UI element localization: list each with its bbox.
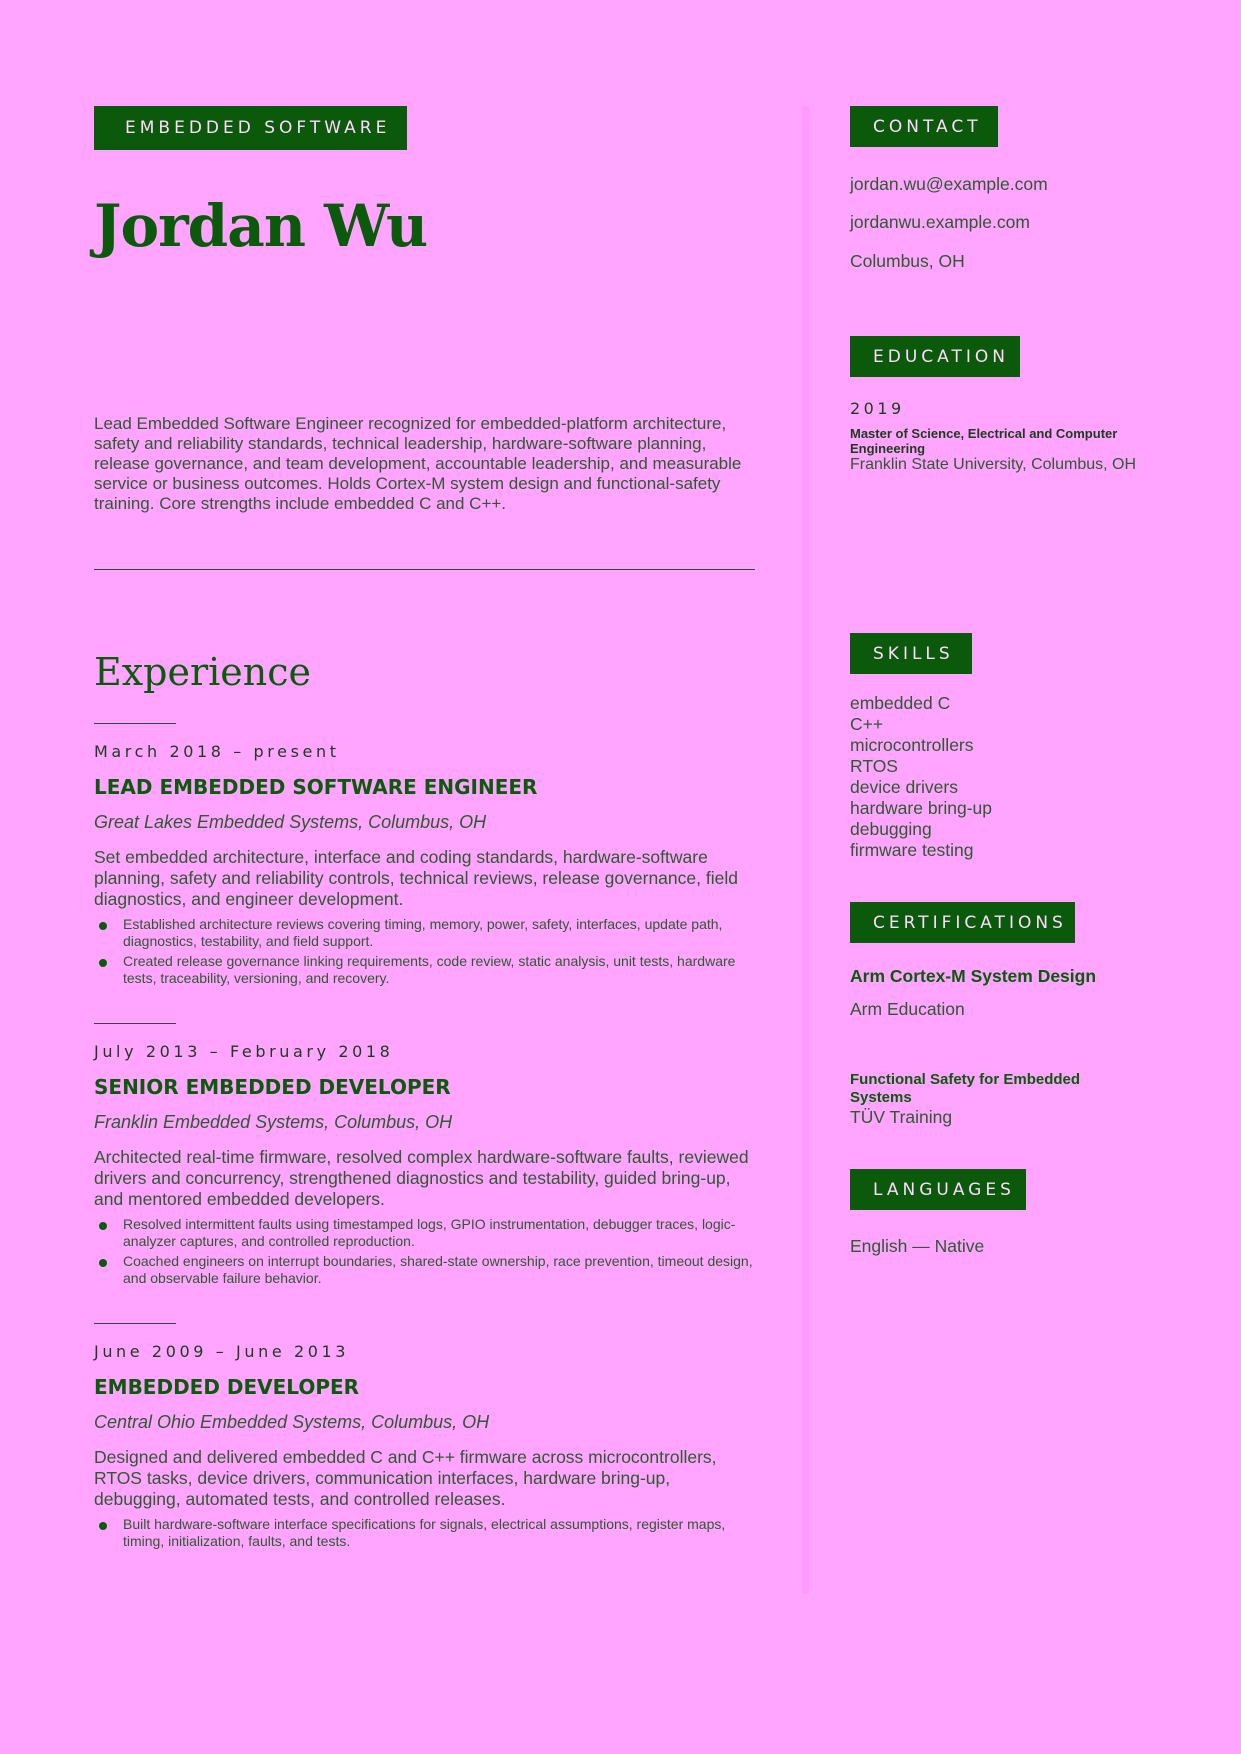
candidate-name: Jordan Wu: [94, 192, 428, 260]
skill-item: RTOS: [850, 756, 898, 776]
skills-list: [850, 693, 992, 861]
column-divider: [802, 106, 809, 1594]
professional-summary: Lead Embedded Software Engineer recognized for embedded-platform architecture, safety and reliability standards, technical leadership, hardware-software planning, release governance, and team development, accountable leadership, and measurable service or business outcomes. Holds Cortex-M system design and functional-safety training. Core strengths include embedded C and C++.: [94, 414, 742, 513]
job-company: Franklin Embedded Systems, Columbus, OH: [94, 1112, 453, 1132]
education-year: 2019: [850, 399, 905, 418]
job-company: Central Ohio Embedded Systems, Columbus, OH: [94, 1412, 490, 1432]
contact-location: Columbus, OH: [850, 251, 965, 271]
bullet-dot-icon: [99, 1259, 107, 1267]
skill-item: debugging: [850, 819, 932, 839]
contact-email[interactable]: jordan.wu@example.com: [850, 174, 1048, 194]
job-bullet: [94, 1253, 754, 1287]
bullet-dot-icon: [99, 922, 107, 930]
skills-heading: [850, 633, 972, 674]
job-title: EMBEDDED DEVELOPER: [94, 1375, 360, 1399]
job-dates: June 2009 – June 2013: [94, 1342, 350, 1361]
job-bullet: [94, 1516, 754, 1550]
job-entry: [94, 723, 754, 990]
contact-website[interactable]: jordanwu.example.com: [850, 212, 1030, 232]
languages-heading-label: LANGUAGES: [873, 1179, 1015, 1200]
job-bullet: [94, 916, 754, 950]
job-bullets: [94, 1516, 754, 1550]
education-degree: Master of Science, Electrical and Computer Engineering: [850, 426, 1118, 456]
job-rule: [94, 723, 176, 724]
job-bullet-text: Resolved intermittent faults using timestamped logs, GPIO instrumentation, debugger traces, logic-analyzer captures, and controlled reproduction.: [123, 1216, 736, 1249]
job-rule: [94, 1023, 176, 1024]
contact-heading: [850, 106, 998, 147]
job-dates: July 2013 – February 2018: [94, 1042, 394, 1061]
job-bullet: [94, 953, 754, 987]
job-bullets: [94, 1216, 754, 1287]
languages-heading: [850, 1169, 1026, 1210]
education-school: Franklin State University, Columbus, OH: [850, 456, 1137, 473]
skill-item: device drivers: [850, 777, 958, 797]
job-bullet-text: Created release governance linking requirements, code review, static analysis, unit tests, hardware tests, traceability, versioning, and recovery.: [123, 953, 736, 986]
certifications-heading: [850, 902, 1075, 943]
bullet-dot-icon: [99, 959, 107, 967]
certification-issuer: Arm Education: [850, 999, 965, 1019]
job-entry: [94, 1023, 754, 1290]
bullet-dot-icon: [99, 1522, 107, 1530]
contact-heading-label: CONTACT: [873, 116, 982, 137]
certifications-heading-label: CERTIFICATIONS: [873, 912, 1067, 933]
job-bullet-text: Built hardware-software interface specifications for signals, electrical assumptions, register maps, timing, initialization, faults, and tests.: [123, 1516, 726, 1549]
certification-name: Arm Cortex-M System Design: [850, 966, 1097, 986]
education-heading: [850, 336, 1020, 377]
job-rule: [94, 1323, 176, 1324]
job-entry: [94, 1323, 754, 1553]
skill-item: hardware bring-up: [850, 798, 993, 818]
job-bullets: [94, 916, 754, 987]
job-description: Set embedded architecture, interface and coding standards, hardware-software planning, safety and reliability controls, technical reviews, release governance, field diagnostics, and engineer development.: [94, 847, 738, 909]
job-bullet: [94, 1216, 754, 1250]
job-bullet-text: Established architecture reviews covering timing, memory, power, safety, interfaces, update path, diagnostics, testability, and field support.: [123, 916, 723, 949]
job-dates: March 2018 – present: [94, 742, 340, 761]
bullet-dot-icon: [99, 1222, 107, 1230]
section-divider: [94, 569, 755, 570]
skill-item: firmware testing: [850, 840, 974, 860]
experience-heading: Experience: [94, 650, 312, 694]
skill-item: microcontrollers: [850, 735, 974, 755]
language-item: English — Native: [850, 1236, 985, 1256]
education-heading-label: EDUCATION: [873, 346, 1009, 367]
skills-heading-label: SKILLS: [873, 643, 954, 664]
skill-item: embedded C: [850, 693, 951, 713]
role-badge: [94, 106, 407, 150]
certification-name: Functional Safety for Embedded Systems: [850, 1071, 1081, 1106]
job-description: Architected real-time firmware, resolved complex hardware-software faults, reviewed drivers and concurrency, strengthened diagnostics and testability, guided bring-up, and mentored embedded developers.: [94, 1147, 749, 1209]
job-company: Great Lakes Embedded Systems, Columbus, OH: [94, 812, 487, 832]
job-description: Designed and delivered embedded C and C++ firmware across microcontrollers, RTOS tasks, device drivers, communication interfaces, hardware bring-up, debugging, automated tests, and controlled releases.: [94, 1447, 717, 1509]
certification-issuer: TÜV Training: [850, 1107, 953, 1127]
skill-item: C++: [850, 714, 884, 734]
role-badge-label: EMBEDDED SOFTWARE: [125, 118, 391, 138]
job-title: SENIOR EMBEDDED DEVELOPER: [94, 1075, 451, 1099]
job-bullet-text: Coached engineers on interrupt boundaries, shared-state ownership, race prevention, timeout design, and observable failure behavior.: [123, 1253, 753, 1286]
job-title: LEAD EMBEDDED SOFTWARE ENGINEER: [94, 775, 538, 799]
